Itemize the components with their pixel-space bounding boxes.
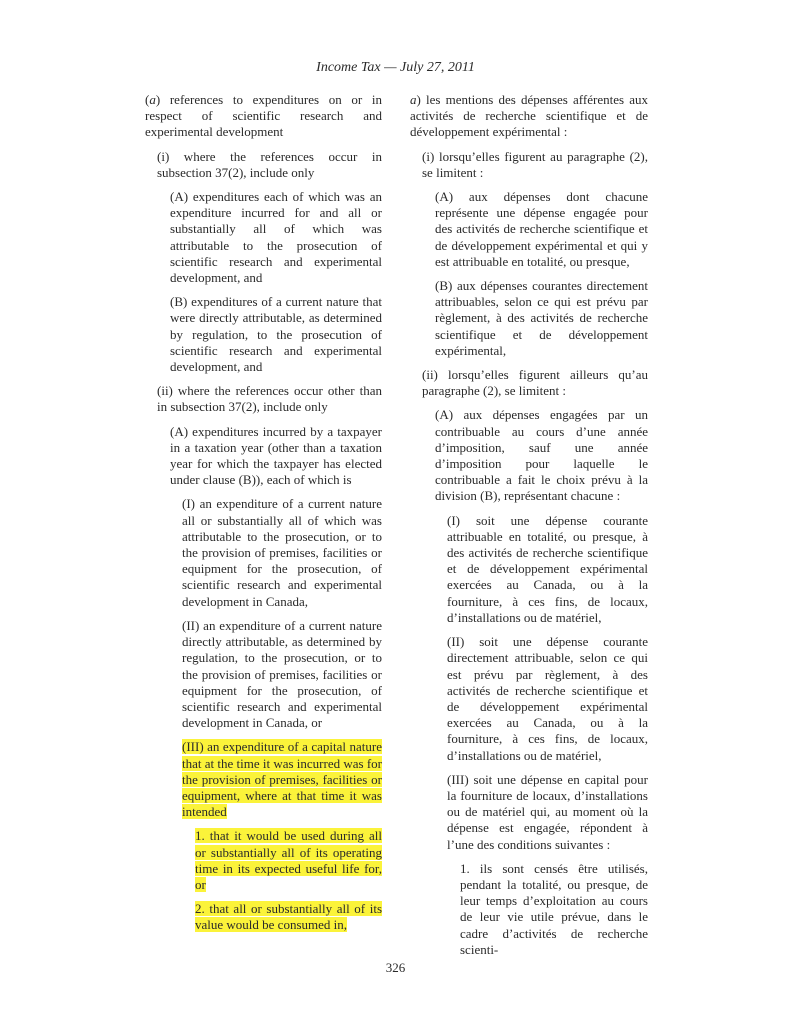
clause-i-B: (B) aux dépenses courantes directement attribuables, selon ce qui est prévu par règlement, à des activités de recherche scientifique et de développement expérimental, [435, 278, 648, 358]
paragraph-a-text: references to expenditures on or in respect of scientific research and experimental development [145, 92, 382, 140]
subclause-I: (I) soit une dépense courante attribuable en totalité, ou presque, à des activités de recherche scientifique et de développement expérimental exercées au Canada, ou à la fourniture, à ces fins, de locaux, d’installations ou de matériel, [447, 512, 648, 625]
clause-i-A: (A) aux dépenses dont chacune représente une dépense engagée pour des activités de recherche scientifique et de développement expérimental et qui y est attribuable en totalité, ou presque, [435, 189, 648, 269]
french-column [410, 92, 648, 966]
clause-ii-A: (A) aux dépenses engagées par un contribuable au cours d’une année d’imposition, sauf une année d’imposition pour laquelle le contribuable a fait le choix prévu à la division (B), représentant chacune : [435, 407, 648, 504]
clause-ii-A: (A) expenditures incurred by a taxpayer in a taxation year (other than a taxation year for which the taxpayer has elected under clause (B)), each of which is [170, 423, 382, 488]
highlighted-text: (III) an expenditure of a capital nature that at the time it was incurred was for the provision of premises, facilities or equipment, where at that time it was intended [182, 739, 382, 820]
paragraph-a: (a) references to expenditures on or in respect of scientific research and experimental development [145, 92, 382, 140]
subclause-II: (II) an expenditure of a current nature directly attributable, as determined by regulation, to the prosecution, or to the provision of premises, facilities or equipment for the prosecution, of scientific research and experimental development in Canada, or [182, 617, 382, 731]
subclause-I: (I) an expenditure of a current nature all or substantially all of which was attributable to the prosecution, or to the provision of premises, facilities or equipment for the prosecution, of scientific research and experimental development in Canada, [182, 496, 382, 609]
sub-subclause-2 [195, 901, 382, 933]
highlighted-text: 2. that all or substantially all of its value would be consumed in, [195, 901, 382, 933]
subclause-III: (III) soit une dépense en capital pour la fourniture de locaux, d’installations ou de matériel qui, au moment où la dépense est engagée, répondent à l’une des conditions suivantes : [447, 771, 648, 852]
subparagraph-ii: (ii) where the references occur other than in subsection 37(2), include only [157, 383, 382, 415]
page-number: 326 [385, 960, 406, 975]
sub-subclause-1 [195, 828, 382, 893]
subclause-II: (II) soit une dépense courante directement attribuable, selon ce qui est prévu par règlement, à des activités de recherche scientifique et de développement expérimental exercées au Canada, ou à la fourniture, à ces fins, de locaux, d’installations ou de matériel, [447, 634, 648, 763]
english-column [145, 92, 382, 942]
paragraph-a-text: les mentions des dépenses afférentes aux activités de recherche scientifique et de développement expérimental : [410, 92, 648, 140]
paragraph-a-label: a [410, 92, 417, 107]
subclause-III [182, 739, 382, 820]
sub-subclause-1: 1. ils sont censés être utilisés, pendant la totalité, ou presque, de leur temps d’exploitation au cours de leur vie utile prévue, dans le cadre d’activités de recherche scienti- [460, 860, 648, 957]
clause-i-B: (B) expenditures of a current nature that were directly attributable, as determined by regulation, to the prosecution of scientific research and experimental development, and [170, 294, 382, 375]
paragraph-a-label: a [149, 92, 156, 107]
subparagraph-i: (i) lorsqu’elles figurent au paragraphe (2), se limitent : [422, 148, 648, 180]
clause-i-A: (A) expenditures each of which was an expenditure incurred for and all or substantially all of which was attributable to the prosecution of scientific research and experimental development, and [170, 189, 382, 286]
paragraph-a: a) les mentions des dépenses afférentes aux activités de recherche scientifique et de développement expérimental : [410, 92, 648, 140]
subparagraph-i: (i) where the references occur in subsection 37(2), include only [157, 148, 382, 180]
running-header: Income Tax — July 27, 2011 [316, 60, 475, 75]
highlighted-text: 1. that it would be used during all or substantially all of its operating time in its expected useful life for, or [195, 828, 382, 892]
subparagraph-ii: (ii) lorsqu’elles figurent ailleurs qu’au paragraphe (2), se limitent : [422, 367, 648, 399]
